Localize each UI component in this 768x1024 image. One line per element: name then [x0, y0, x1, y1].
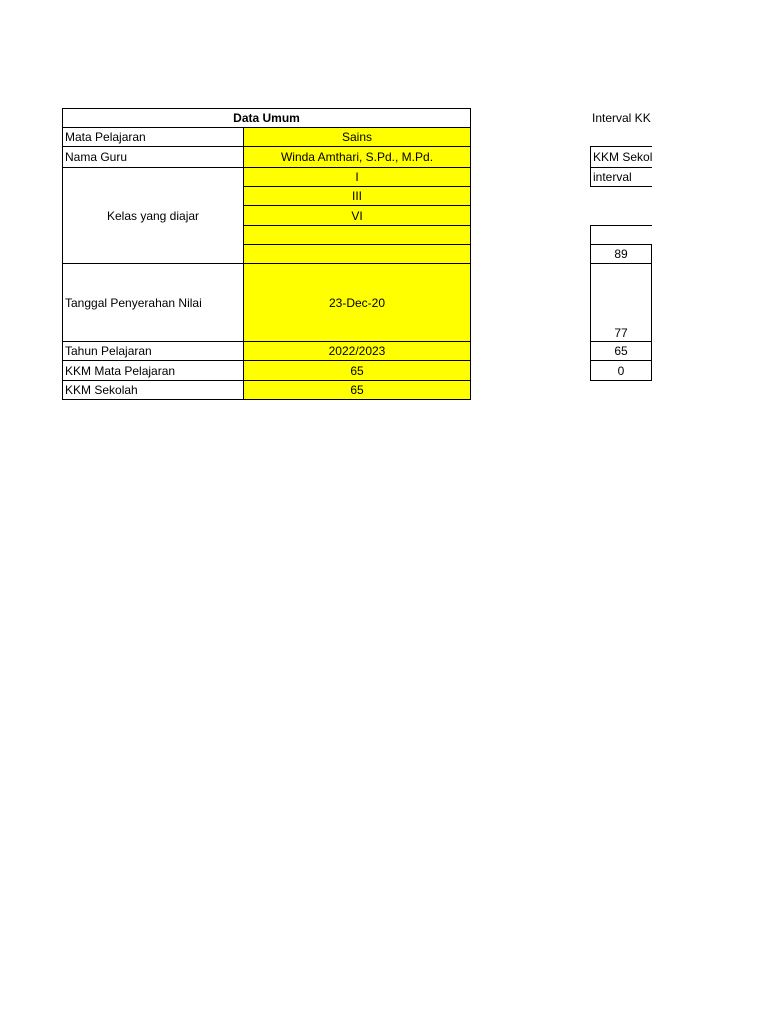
interval-cell[interactable]: interval — [590, 167, 652, 187]
kelas-value-1[interactable]: I — [243, 167, 471, 187]
kelas-value-2[interactable]: III — [243, 186, 471, 206]
kelas-label[interactable]: Kelas yang diajar — [62, 167, 244, 264]
mata-pelajaran-label[interactable]: Mata Pelajaran — [62, 127, 244, 147]
tanggal-value[interactable]: 23-Dec-20 — [243, 263, 471, 342]
interval-value-1[interactable]: 89 — [590, 244, 652, 264]
nama-guru-label[interactable]: Nama Guru — [62, 146, 244, 168]
kkm-mapel-label[interactable]: KKM Mata Pelajaran — [62, 360, 244, 381]
nama-guru-value[interactable]: Winda Amthari, S.Pd., M.Pd. — [243, 146, 471, 168]
tahun-value[interactable]: 2022/2023 — [243, 341, 471, 361]
kkm-sekolah-value[interactable]: 65 — [243, 380, 471, 400]
tahun-label[interactable]: Tahun Pelajaran — [62, 341, 244, 361]
kkm-sekolah-cell[interactable]: KKM Sekol — [590, 146, 652, 168]
interval-value-4[interactable]: 0 — [590, 360, 652, 381]
kelas-value-5[interactable] — [243, 244, 471, 264]
kkm-sekolah-label[interactable]: KKM Sekolah — [62, 380, 244, 400]
interval-value-2[interactable]: 77 — [590, 263, 652, 342]
data-umum-header[interactable]: Data Umum — [62, 108, 471, 128]
kelas-value-4[interactable] — [243, 225, 471, 245]
interval-empty-cell[interactable] — [590, 225, 652, 245]
kelas-value-3[interactable]: VI — [243, 205, 471, 226]
kkm-mapel-value[interactable]: 65 — [243, 360, 471, 381]
tanggal-label[interactable]: Tanggal Penyerahan Nilai — [62, 263, 244, 342]
interval-kkm-title[interactable]: Interval KK — [592, 111, 651, 125]
mata-pelajaran-value[interactable]: Sains — [243, 127, 471, 147]
interval-value-3[interactable]: 65 — [590, 341, 652, 361]
